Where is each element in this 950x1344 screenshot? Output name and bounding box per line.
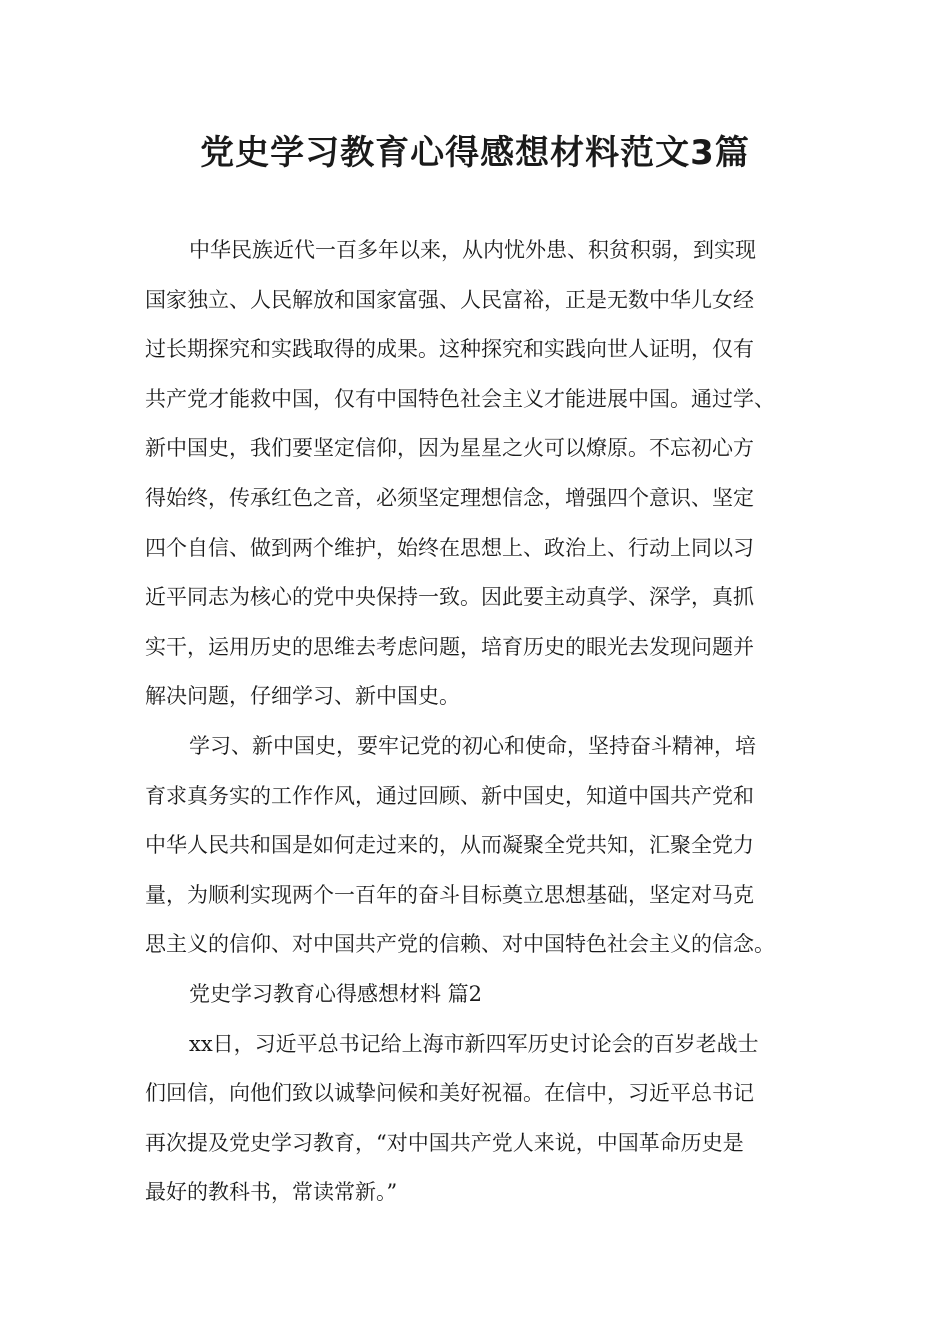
body-line: 量，为顺利实现两个一百年的奋斗目标奠立思想基础，坚定对马克 <box>145 882 754 907</box>
body-line: 解决问题，仔细学习、新中国史。 <box>145 684 460 709</box>
body-line: 最好的教科书，常读常新。” <box>145 1180 398 1205</box>
document-title: 党史学习教育心得感想材料范文3篇 <box>200 133 750 173</box>
body-line: 思主义的信仰、对中国共产党的信赖、对中国特色社会主义的信念。 <box>145 932 775 957</box>
body-line: 共产党才能救中国，仅有中国特色社会主义才能进展中国。通过学、 <box>145 386 775 411</box>
body-line: 们回信，向他们致以诚挚问候和美好祝福。在信中，习近平总书记 <box>145 1081 754 1106</box>
body-line: 学习、新中国史，要牢记党的初心和使命，坚持奋斗精神，培 <box>189 733 756 758</box>
body-line: 过长期探究和实践取得的成果。这种探究和实践向世人证明，仅有 <box>145 337 754 362</box>
body-line: 再次提及党史学习教育，“对中国共产党人来说，中国革命历史是 <box>145 1130 744 1155</box>
body-line: 育求真务实的工作作风，通过回顾、新中国史，知道中国共产党和 <box>145 783 754 808</box>
body-line: 中华人民共和国是如何走过来的，从而凝聚全党共知，汇聚全党力 <box>145 833 754 858</box>
body-line: 中华民族近代一百多年以来，从内忧外患、积贫积弱，到实现 <box>189 238 756 262</box>
body-line: 近平同志为核心的党中央保持一致。因此要主动真学、深学，真抓 <box>145 585 754 610</box>
body-line: 国家独立、人民解放和国家富强、人民富裕，正是无数中华儿女经 <box>145 287 754 312</box>
body-line: 四个自信、做到两个维护，始终在思想上、政治上、行动上同以习 <box>145 535 754 560</box>
body-line: 实干，运用历史的思维去考虑问题，培育历史的眼光去发现问题并 <box>145 634 754 659</box>
body-line: xx日，习近平总书记给上海市新四军历史讨论会的百岁老战士 <box>189 1031 759 1056</box>
section-heading: 党史学习教育心得感想材料 篇2 <box>189 981 483 1006</box>
document-body <box>145 226 805 1218</box>
body-line: 得始终，传承红色之音，必须坚定理想信念，增强四个意识、坚定 <box>145 485 754 510</box>
body-line: 新中国史，我们要坚定信仰，因为星星之火可以燎原。不忘初心方 <box>145 436 754 461</box>
